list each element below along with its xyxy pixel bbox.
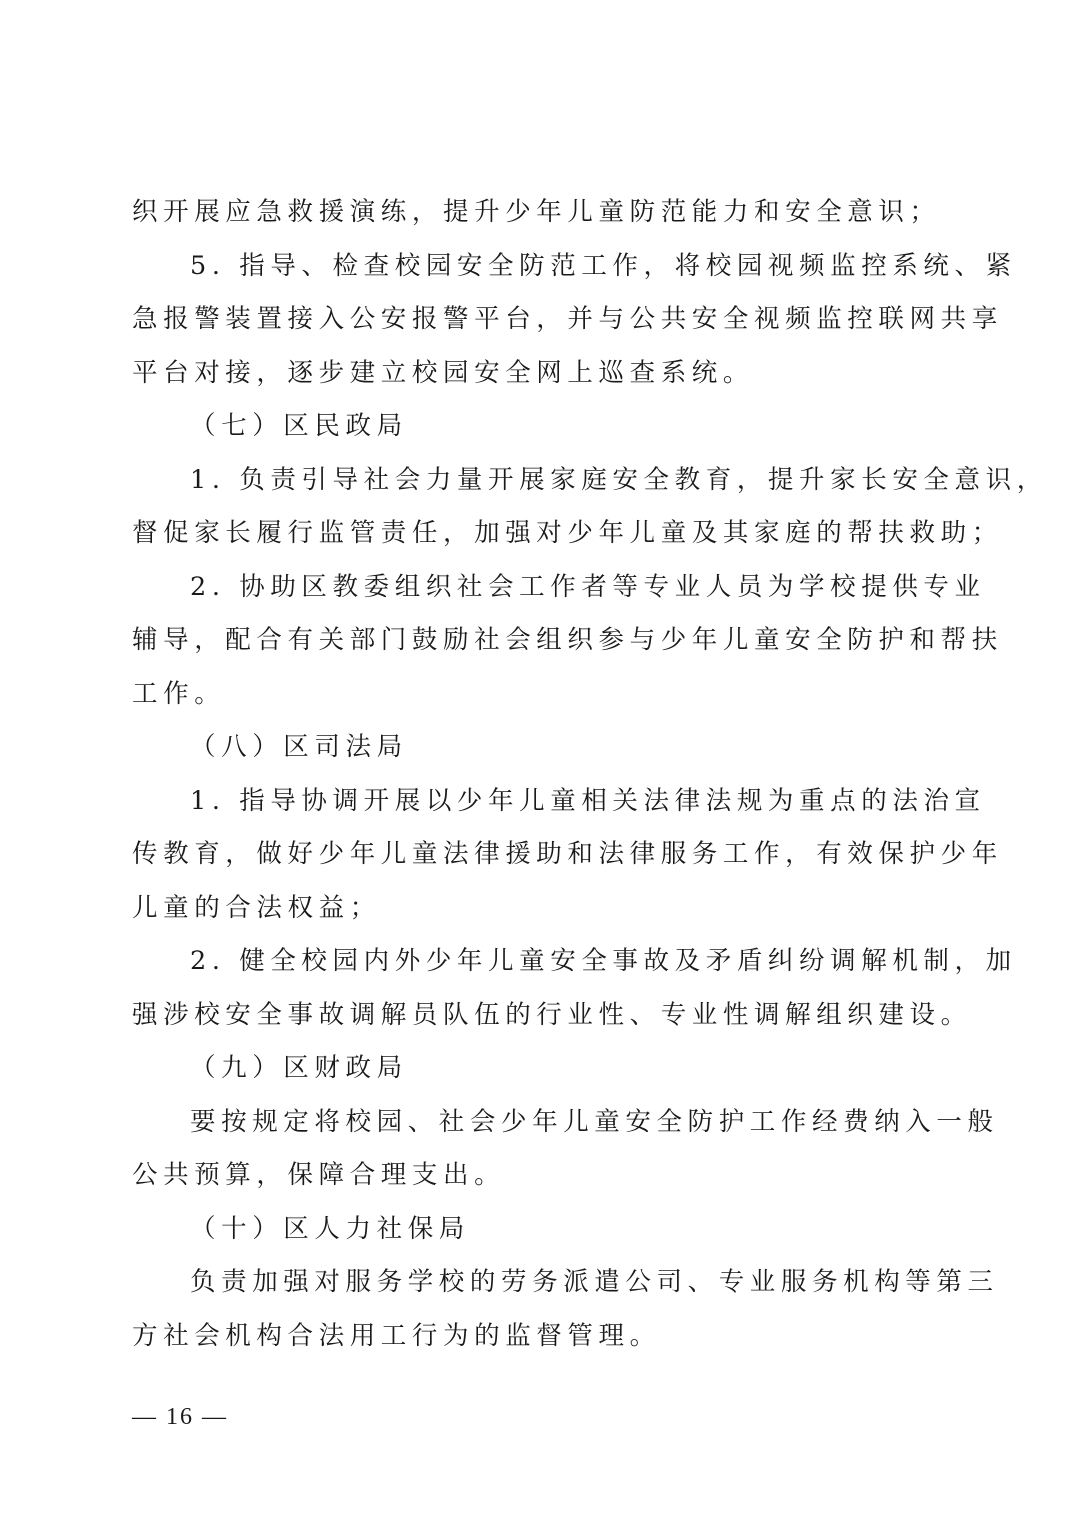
text-line: 方社会机构合法用工行为的监督管理。: [132, 1320, 661, 1351]
text-line: 辅导，配合有关部门鼓励社会组织参与少年儿童安全防护和帮扶: [132, 625, 1003, 655]
text-line: 织开展应急救援演练，提升少年儿童防范能力和安全意识；: [132, 197, 941, 227]
section-heading-civil-affairs: （七）区民政局: [190, 411, 408, 441]
text-line: 儿童的合法权益；: [132, 892, 381, 923]
page-number: — 16 —: [132, 1404, 228, 1430]
paragraph-start: 负责加强对服务学校的劳务派遣公司、专业服务机构等第三: [190, 1267, 999, 1297]
text-line: 督促家长履行监管责任，加强对少年儿童及其家庭的帮扶救助；: [132, 518, 1003, 548]
paragraph-start: 要按规定将校园、社会少年儿童安全防护工作经费纳入一般: [190, 1106, 999, 1137]
text-line: 传教育，做好少年儿童法律援助和法律服务工作，有效保护少年: [132, 839, 1003, 869]
list-item-2: 2. 健全校园内外少年儿童安全事故及矛盾纠纷调解机制，加: [190, 946, 1017, 976]
list-item-5: 5. 指导、检查校园安全防范工作，将校园视频监控系统、紧: [190, 250, 1017, 281]
section-heading-human-resources: （十）区人力社保局: [190, 1213, 470, 1244]
body-text: [132, 186, 1048, 1363]
text-line: 急报警装置接入公安报警平台，并与公共安全视频监控联网共享: [132, 304, 1003, 334]
section-heading-justice: （八）区司法局: [190, 732, 408, 762]
list-item-1: 1. 负责引导社会力量开展家庭安全教育，提升家长安全意识，: [190, 464, 1048, 495]
text-line: 强涉校安全事故调解员队伍的行业性、专业性调解组织建设。: [132, 999, 972, 1030]
section-heading-finance: （九）区财政局: [190, 1053, 408, 1083]
list-item-2: 2. 协助区教委组织社会工作者等专业人员为学校提供专业: [190, 571, 986, 602]
list-item-1: 1. 指导协调开展以少年儿童相关法律法规为重点的法治宣: [190, 785, 986, 816]
text-line: 工作。: [132, 678, 226, 709]
text-line: 平台对接，逐步建立校园安全网上巡查系统。: [132, 357, 755, 388]
text-line: 公共预算，保障合理支出。: [132, 1160, 506, 1190]
